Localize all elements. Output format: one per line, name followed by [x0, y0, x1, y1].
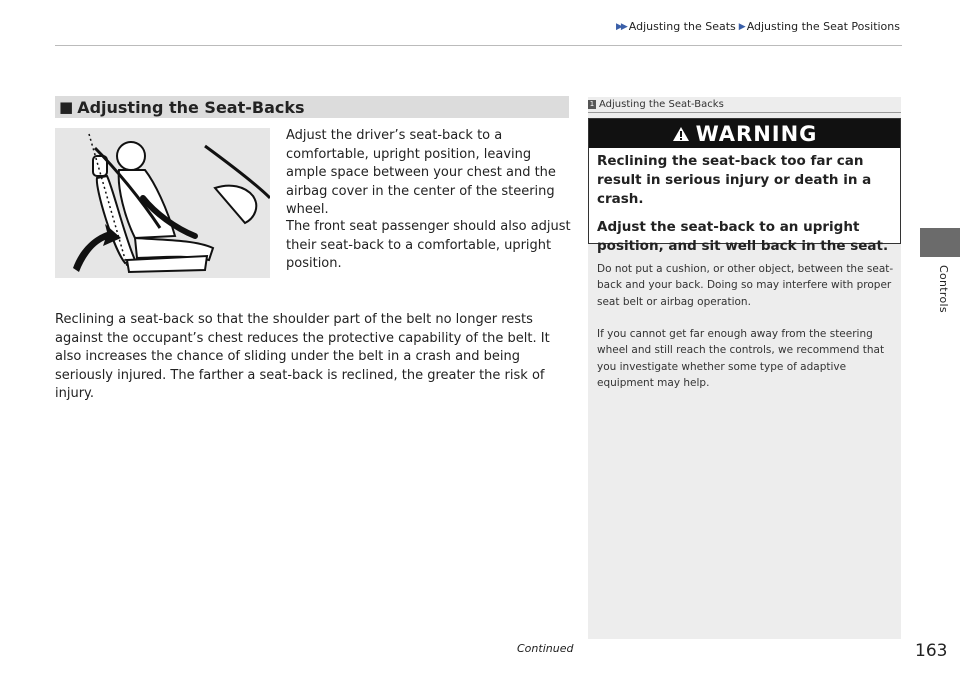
- sidebar-notes: [588, 97, 901, 639]
- sidebar-note-cushion: Do not put a cushion, or other object, between the seat-back and your back. Doing so may interfere with proper seat belt or airbag operation.: [597, 263, 894, 308]
- seat-back-illustration: [55, 128, 270, 278]
- warning-text: [589, 148, 900, 256]
- sidebar-heading-text: Adjusting the Seat-Backs: [599, 99, 724, 110]
- breadcrumb-item-seats[interactable]: Adjusting the Seats: [628, 20, 736, 33]
- breadcrumb: [616, 20, 900, 33]
- reference-number-badge: 1: [589, 100, 595, 108]
- breadcrumb-arrow-icon: ▶▶: [615, 21, 626, 32]
- sidebar-note-adaptive-equipment: If you cannot get far enough away from the steering wheel and still reach the controls, we recommend that you investigate whether some type of adaptive equipment may help.: [597, 328, 885, 389]
- header-rule: [55, 45, 902, 46]
- page-number: 163: [915, 641, 948, 661]
- breadcrumb-item-seat-positions[interactable]: Adjusting the Seat Positions: [746, 20, 900, 33]
- warning-text-risk: Reclining the seat-back too far can result in serious injury or death in a crash.: [597, 153, 872, 207]
- section-title: Adjusting the Seat-Backs: [77, 97, 305, 117]
- recline-risk-paragraph: Reclining a seat-back so that the shoulder part of the belt no longer rests against the occupant’s chest reduces the protective capability of the belt. It also increases the chance of sliding under the belt in a crash and being seriously injured. The farther a seat-back is reclined, the greater the risk of injury.: [55, 312, 550, 402]
- continued-label: Continued: [517, 642, 574, 655]
- seat-recline-diagram: [55, 128, 270, 278]
- seatback-instruction-passenger: The front seat passenger should also adjust their seat-back to a comfortable, upright position.: [286, 219, 571, 271]
- section-square-icon: ■: [59, 98, 74, 116]
- chapter-tab-label[interactable]: Controls: [937, 265, 950, 313]
- chapter-tab-marker: [920, 228, 960, 257]
- warning-banner: [589, 119, 900, 148]
- seatback-instruction-driver: Adjust the driver’s seat-back to a comfortable, upright position, leaving ample space between your chest and the airbag cover in the center of the steering wheel.: [286, 128, 556, 217]
- warning-label: WARNING: [695, 121, 818, 146]
- warning-box: [588, 118, 901, 254]
- warning-text-instruction: Adjust the seat-back to an upright position, and sit well back in the seat.: [597, 219, 889, 254]
- section-heading: [55, 96, 569, 118]
- breadcrumb-arrow-icon: ▶: [738, 21, 744, 32]
- sidebar-heading: [588, 97, 901, 113]
- warning-triangle-icon: [672, 126, 690, 142]
